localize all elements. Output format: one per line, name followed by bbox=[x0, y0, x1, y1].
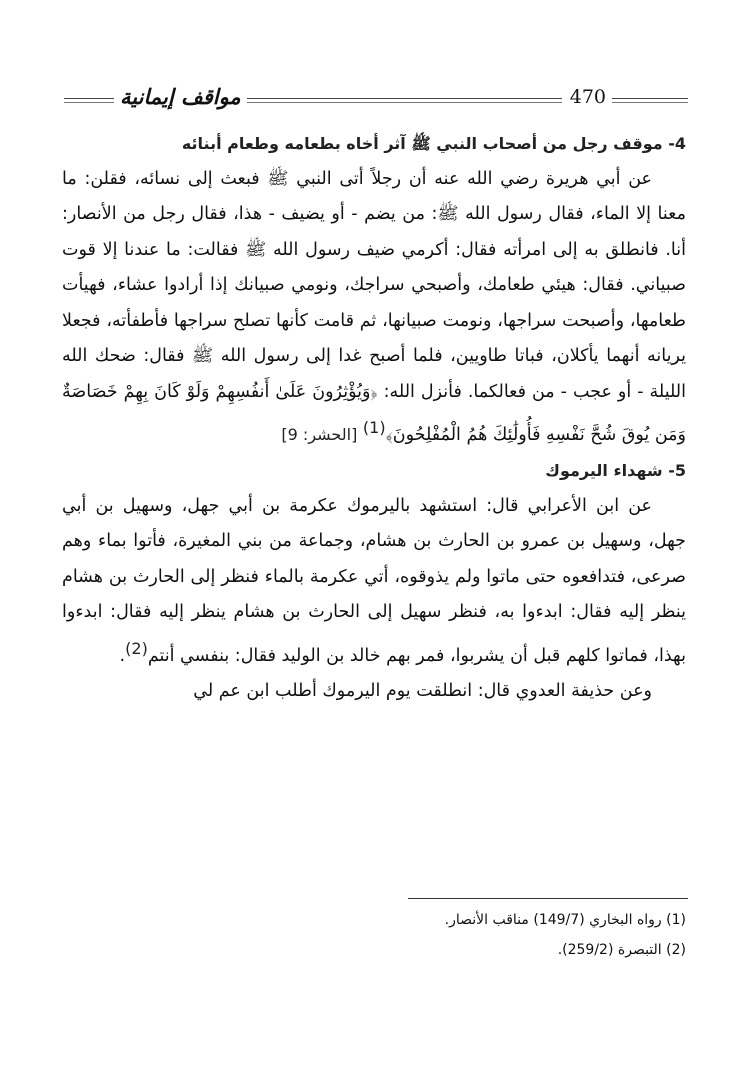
page-number: 470 bbox=[569, 86, 606, 108]
footnote-ref-1: (1) bbox=[362, 418, 386, 437]
header-rule-middle-2 bbox=[214, 102, 562, 103]
main-text bbox=[62, 126, 686, 710]
paragraph-1-text: عن أبي هريرة رضي الله عنه أن رجلاً أتى النبي ﷺ فبعث إلى نسائه، فقلن: ما معنا إلا الماء، فقال رسول الله ﷺ: من يضم - أو يضيف - هذا، فقال رجل من الأنصار: أنا. فانطلق به إلى امرأته فقال: أكرمي ضيف رسول الله ﷺ فقالت: ما عندنا إلا قوت صبياني. فقال: هيئي طعامك، وأصبحي سراجك، ونومي صبيانك إذا أرادوا عشاء، فهيأت طعامها، وأصبحت سراجها، ونومت صبيانها، ثم قامت كأنها تصلح سراجها فأطفأته، فجعلا يريانه أنهما يأكلان، فباتا طاويين، فلما أصبح غدا إلى رسول الله ﷺ فقال: ضحك الله الليلة - أو عجب - من فعالكما. فأنزل الله: ﴿وَيُؤْثِرُونَ عَلَىٰ أَنفُسِهِمْ وَلَوْ كَانَ بِهِمْ خَصَاصَةٌ وَمَن يُوقَ شُحَّ نَفْسِهِ فَأُولَٰئِكَ هُمُ الْمُفْلِحُونَ﴾ bbox=[62, 168, 686, 445]
paragraph-2-text: عن ابن الأعرابي قال: استشهد باليرموك عكرمة بن أبي جهل، وسهيل بن أبي جهل، وسهيل بن عمرو بن الحارث بن هشام، وجماعة من بني المغيرة، فأتوا بماء وهم صرعى، فتدافعوه حتى ماتوا ولم يذوقوه، أتي عكرمة بالماء فنظر إلى الحارث بن هشام ينظر إليه فقال: ابدءوا به، فنظر سهيل إلى الحارث بن هشام ينظر إليه فقال: ابدءوا بهذا، فماتوا كلهم قبل أن يشربوا، فمر بهم خالد بن الوليد فقال: بنفسي أنتم bbox=[62, 495, 686, 666]
section-heading-4: 4- موقف رجل من أصحاب النبي ﷺ آثر أخاه بطعامه وطعام أبنائه bbox=[181, 134, 686, 153]
header-rule-middle bbox=[214, 98, 562, 99]
footnote-1: (1) رواه البخاري (149/7) مناقب الأنصار. bbox=[444, 912, 686, 928]
paragraph-2: عن ابن الأعرابي قال: استشهد باليرموك عكرمة بن أبي جهل، وسهيل بن أبي جهل، وسهيل بن عمرو بن الحارث بن هشام، وجماعة من بني المغيرة، فأتوا بماء وهم صرعى، فتدافعوه حتى ماتوا ولم يذوقوه، أتي عكرمة بالماء فنظر إلى الحارث بن هشام ينظر إليه فقال: ابدءوا به، فنظر سهيل إلى الحارث بن هشام ينظر إليه فقال: ابدءوا بهذا، فماتوا كلهم قبل أن يشربوا، فمر بهم خالد بن الوليد فقال: بنفسي أنتم$^{(2)}$. bbox=[62, 495, 686, 666]
verse-citation: [الحشر: 9] bbox=[281, 424, 358, 444]
footnote-ref-2: (2) bbox=[125, 638, 148, 658]
paragraph-1 bbox=[62, 162, 686, 454]
running-head bbox=[64, 76, 688, 120]
footnote-2: (2) التبصرة (259/2). bbox=[557, 942, 686, 958]
section-heading-5: 5- شهداء اليرموك bbox=[545, 461, 686, 481]
header-rule-right bbox=[612, 98, 688, 99]
footnotes bbox=[62, 905, 686, 965]
footnote-separator bbox=[408, 898, 688, 899]
book-title: مواقف إيمانية bbox=[114, 84, 247, 109]
paragraph-3: وعن حذيفة العدوي قال: انطلقت يوم اليرموك أطلب ابن عم لي bbox=[193, 681, 652, 702]
header-rule-right-2 bbox=[612, 102, 688, 103]
